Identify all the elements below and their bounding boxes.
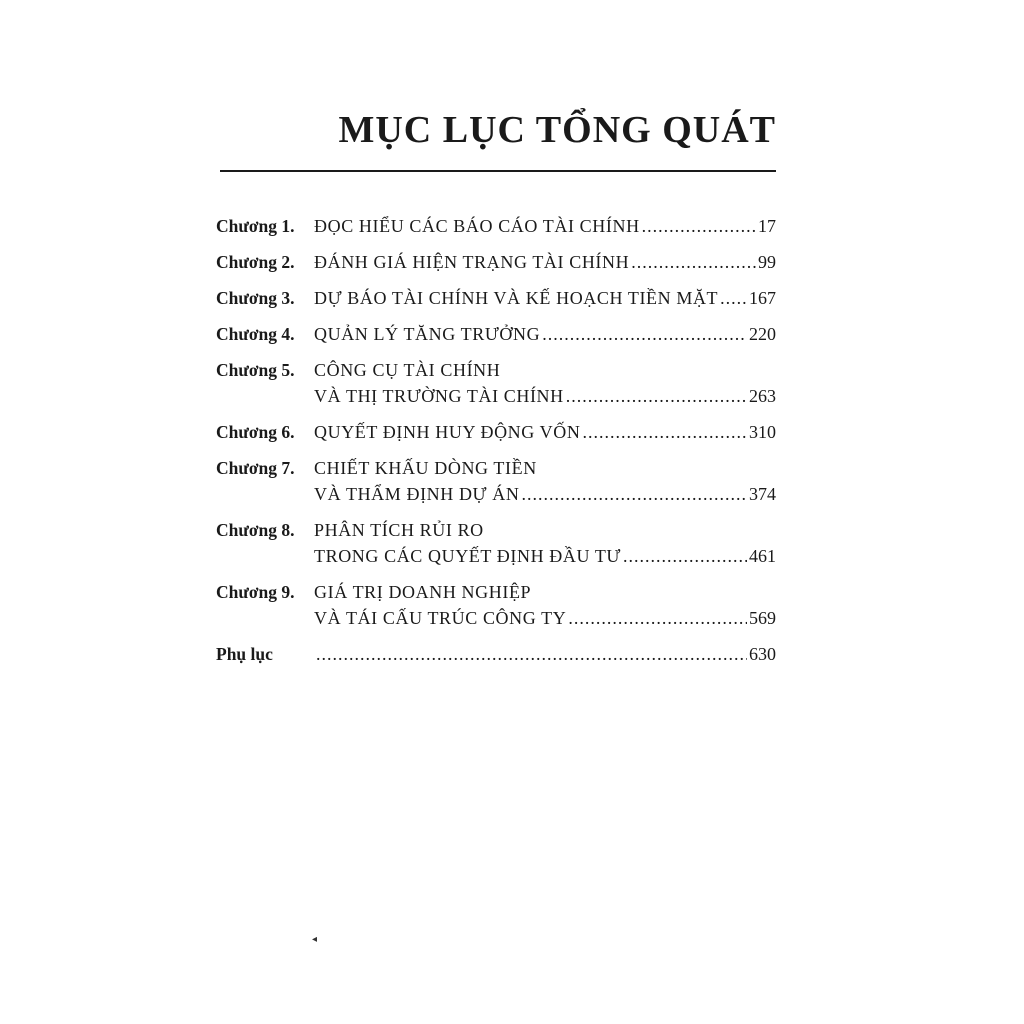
- dot-leader: [631, 252, 756, 273]
- toc-entry: [216, 216, 776, 242]
- toc-entry-line: [216, 458, 776, 484]
- chapter-label: Chương 1.: [216, 216, 295, 236]
- chapter-title: CÔNG CỤ TÀI CHÍNH: [314, 360, 501, 380]
- dot-leader: [623, 546, 747, 567]
- toc-entry-line: [216, 324, 776, 350]
- toc-entry-line: [216, 484, 776, 510]
- chapter-label: Chương 9.: [216, 582, 295, 602]
- chapter-label: Chương 4.: [216, 324, 295, 344]
- dot-leader: [542, 324, 747, 345]
- page-number: 220: [749, 324, 776, 344]
- scan-speck: ◂: [312, 934, 318, 945]
- page-number: 263: [749, 386, 776, 406]
- page-number: 461: [749, 546, 776, 566]
- page-title: MỤC LỤC TỔNG QUÁT: [338, 109, 776, 151]
- table-of-contents: [216, 216, 776, 680]
- toc-entry-line: [216, 252, 776, 278]
- chapter-title: ĐỌC HIỂU CÁC BÁO CÁO TÀI CHÍNH: [314, 216, 640, 236]
- toc-entry-line: [216, 216, 776, 242]
- toc-entry: [216, 582, 776, 634]
- toc-entry: [216, 520, 776, 572]
- title-divider: [220, 170, 776, 172]
- dot-leader: [720, 288, 747, 309]
- toc-entry: [216, 422, 776, 448]
- chapter-title: PHÂN TÍCH RỦI RO: [314, 520, 484, 540]
- toc-entry: [216, 360, 776, 412]
- chapter-title: DỰ BÁO TÀI CHÍNH VÀ KẾ HOẠCH TIỀN MẶT: [314, 288, 719, 308]
- chapter-label: Phụ lục: [216, 644, 273, 664]
- toc-entry-line: [216, 386, 776, 412]
- toc-entry-line: [216, 422, 776, 448]
- page-number: 630: [749, 644, 776, 664]
- toc-entry: [216, 644, 776, 670]
- chapter-title: VÀ THẨM ĐỊNH DỰ ÁN: [314, 484, 520, 504]
- chapter-title: QUẢN LÝ TĂNG TRƯỞNG: [314, 324, 541, 344]
- page-number: 374: [749, 484, 776, 504]
- toc-entry-line: [216, 582, 776, 608]
- toc-entry: [216, 458, 776, 510]
- dot-leader: [521, 484, 747, 505]
- toc-entry-line: [216, 360, 776, 386]
- dot-leader: [566, 386, 747, 407]
- chapter-label: Chương 3.: [216, 288, 295, 308]
- page-number: 310: [749, 422, 776, 442]
- page-number: 99: [758, 252, 776, 272]
- chapter-label: Chương 5.: [216, 360, 295, 380]
- page-number: 569: [749, 608, 776, 628]
- toc-entry: [216, 324, 776, 350]
- chapter-title: ĐÁNH GIÁ HIỆN TRẠNG TÀI CHÍNH: [314, 252, 630, 272]
- toc-entry-line: [216, 546, 776, 572]
- chapter-title: GIÁ TRỊ DOANH NGHIỆP: [314, 582, 532, 602]
- dot-leader: [582, 422, 747, 443]
- dot-leader: [642, 216, 756, 237]
- toc-entry-line: [216, 644, 776, 670]
- chapter-label: Chương 8.: [216, 520, 295, 540]
- page-number: 167: [749, 288, 776, 308]
- page-number: 17: [758, 216, 776, 236]
- toc-entry-line: [216, 288, 776, 314]
- chapter-label: Chương 6.: [216, 422, 295, 442]
- chapter-title: VÀ THỊ TRƯỜNG TÀI CHÍNH: [314, 386, 564, 406]
- chapter-title: TRONG CÁC QUYẾT ĐỊNH ĐẦU TƯ: [314, 546, 621, 566]
- dot-leader: [568, 608, 747, 629]
- toc-entry-line: [216, 608, 776, 634]
- toc-entry: [216, 252, 776, 278]
- dot-leader: [316, 644, 747, 665]
- toc-entry: [216, 288, 776, 314]
- chapter-title: CHIẾT KHẤU DÒNG TIỀN: [314, 458, 537, 478]
- chapter-label: Chương 7.: [216, 458, 295, 478]
- chapter-title: QUYẾT ĐỊNH HUY ĐỘNG VỐN: [314, 422, 581, 442]
- chapter-title: VÀ TÁI CẤU TRÚC CÔNG TY: [314, 608, 567, 628]
- chapter-label: Chương 2.: [216, 252, 295, 272]
- toc-entry-line: [216, 520, 776, 546]
